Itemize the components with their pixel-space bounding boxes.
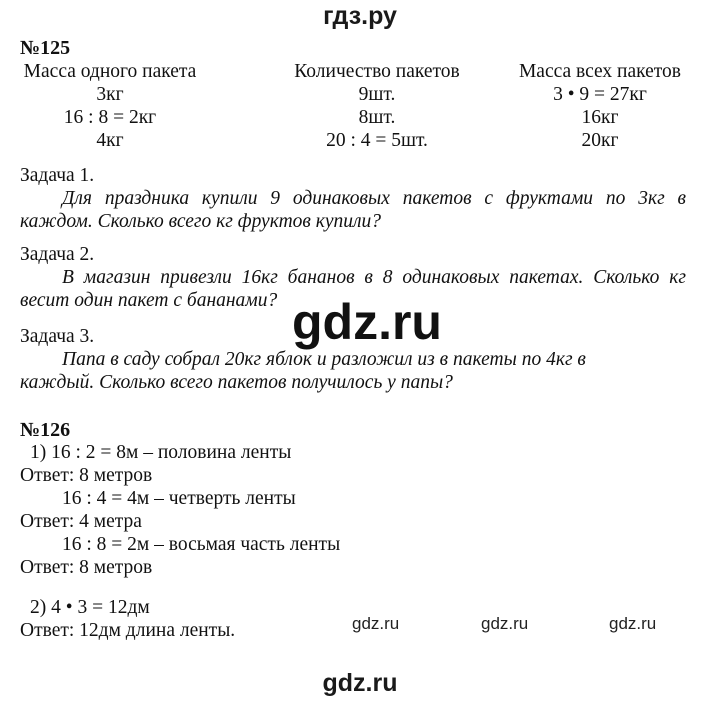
answer-line: Ответ: 8 метров [20, 465, 153, 486]
header-count: Количество пакетов [294, 61, 460, 82]
watermark-small: gdz.ru [609, 614, 657, 633]
table-cell: 9шт. [358, 84, 396, 105]
watermark-small: gdz.ru [352, 614, 400, 633]
solution-line: 2) 4 • 3 = 12дм [30, 597, 150, 618]
watermark-small: gdz.ru [481, 614, 529, 633]
table-cell: 16 : 8 = 2кг [63, 107, 157, 128]
watermark-bottom: gdz.ru [322, 669, 398, 697]
watermark-top: гдз.ру [323, 2, 397, 30]
watermark-center: gdz.ru [292, 294, 442, 350]
problem-3-line-1: Папа в саду собрал 20кг яблок и разложил из в пакеты по 4кг в [62, 349, 586, 370]
problem-2-title: Задача 2. [20, 244, 95, 265]
table-cell: 16кг [581, 107, 619, 128]
problem-1-title: Задача 1. [20, 165, 95, 186]
table-cell: 20 : 4 = 5шт. [326, 130, 428, 151]
solution-line: 16 : 4 = 4м – четверть ленты [62, 488, 296, 509]
table-cell: 3 • 9 = 27кг [553, 84, 647, 105]
problem-1-line-2: каждом. Сколько всего кг фруктов купили? [20, 211, 382, 232]
solution-line: 16 : 8 = 2м – восьмая часть ленты [62, 534, 341, 555]
problem-2-line-2: весит один пакет с бананами? [20, 290, 278, 311]
problem-2-line-1: В магазин привезли 16кг бананов в 8 одинаковых пакетах. Сколько кг [62, 267, 686, 288]
problem-1-line-1: Для праздника купили 9 одинаковых пакетов с фруктами по 3кг в [62, 188, 686, 209]
header-mass-one: Масса одного пакета [23, 61, 197, 82]
answer-line: Ответ: 8 метров [20, 557, 153, 578]
solution-line: 1) 16 : 2 = 8м – половина ленты [30, 442, 292, 463]
table-cell: 3кг [96, 84, 124, 105]
task-125-number: №125 [20, 37, 71, 59]
task-126-number: №126 [20, 419, 71, 441]
problem-3-title: Задача 3. [20, 326, 95, 347]
header-mass-all: Масса всех пакетов [518, 61, 682, 82]
problem-3-line-2: каждый. Сколько всего пакетов получилось у папы? [20, 372, 453, 393]
table-cell: 20кг [581, 130, 619, 151]
table-cell: 8шт. [358, 107, 396, 128]
table-cell: 4кг [96, 130, 124, 151]
answer-line: Ответ: 12дм длина ленты. [20, 620, 236, 641]
answer-line: Ответ: 4 метра [20, 511, 142, 532]
